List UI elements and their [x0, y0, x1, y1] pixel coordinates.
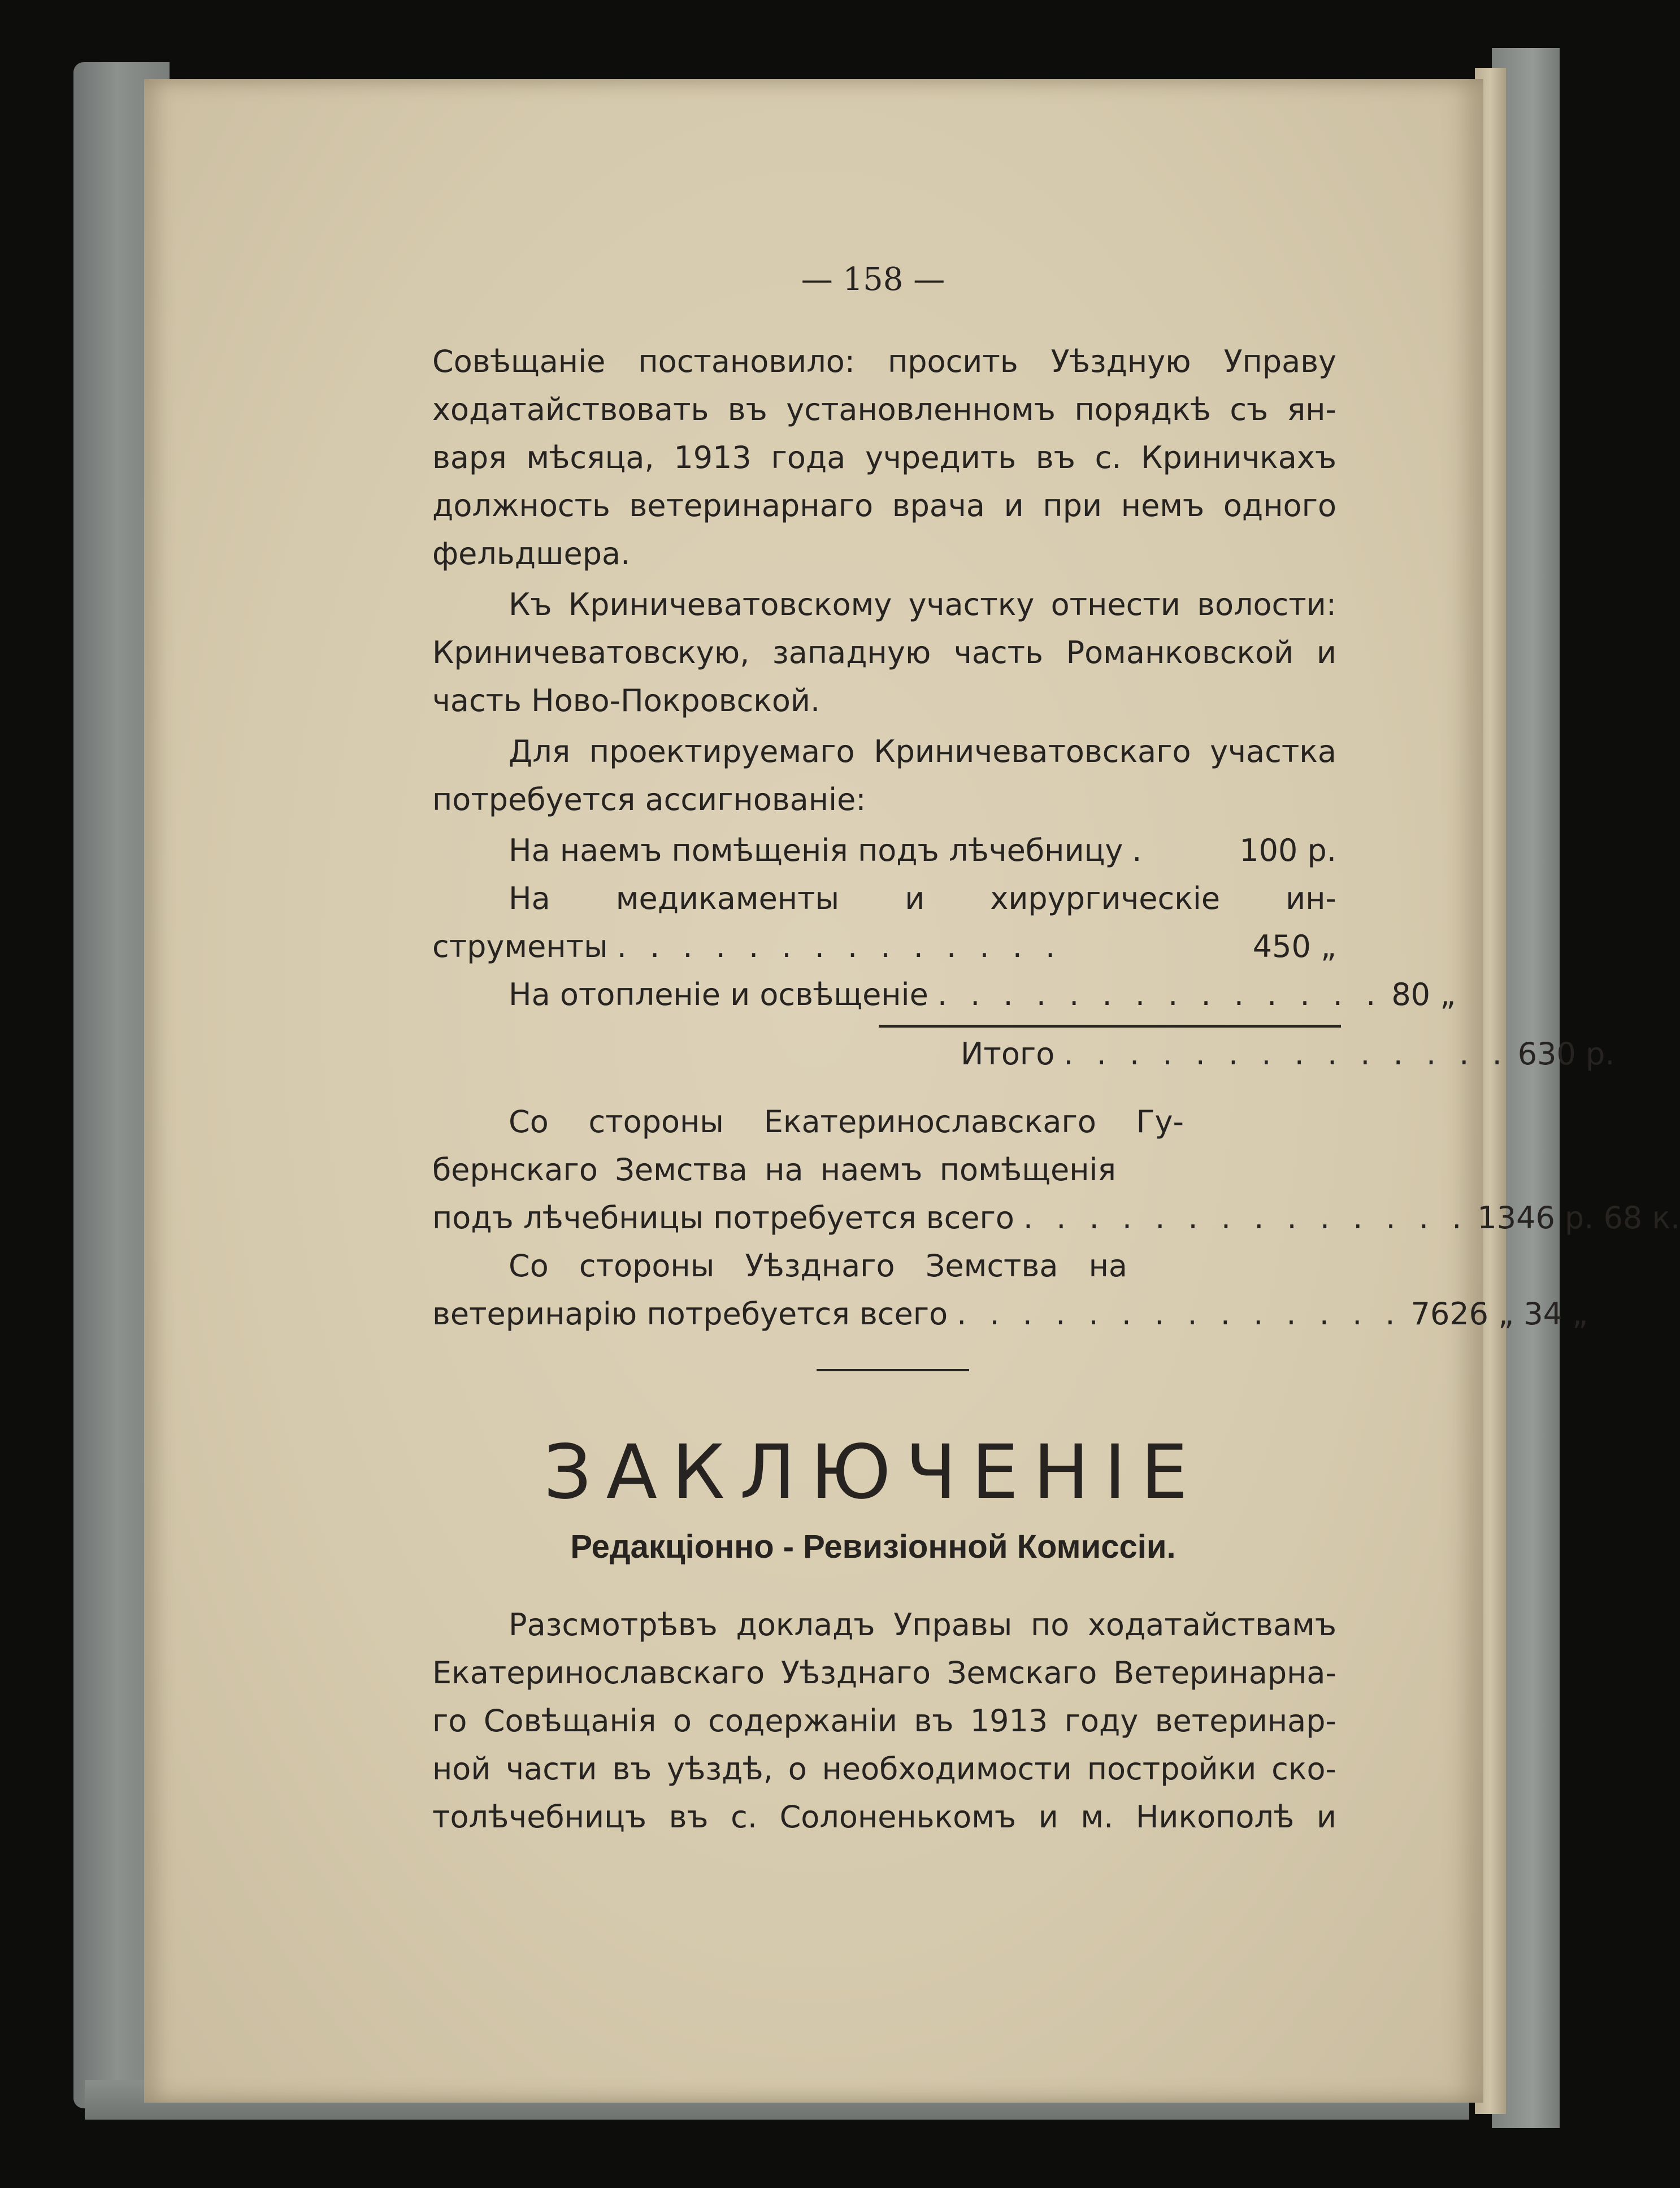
contribution-line: Со стороны Уѣзднаго Земства на — [509, 1248, 1127, 1284]
contribution-label: подъ лѣчебницы потребуется всего — [432, 1200, 1014, 1236]
cost-label: На отопленіе и освѣщеніе — [509, 977, 928, 1012]
section-subheading: Редакціонно - Ревизіонной Комиссіи. — [570, 1528, 1176, 1565]
cost-amount: 100 р. — [1239, 833, 1336, 868]
section-heading: ЗАКЛЮЧЕНІЕ — [544, 1429, 1203, 1516]
cost-amount: 450 „ — [1252, 929, 1336, 964]
cost-row-meds — [432, 927, 1336, 967]
paragraph-line: должность ветеринарнаго врача и при немъ одного — [432, 488, 1336, 523]
contribution-row-uezd — [432, 1294, 1588, 1334]
cost-row-total — [961, 1034, 1615, 1074]
cost-amount: 80 „ — [1391, 977, 1456, 1012]
section-divider — [817, 1369, 969, 1371]
leader-dots: . — [1132, 833, 1149, 868]
contribution-amount: 7626 „ 34 „ — [1410, 1296, 1588, 1332]
cost-row-heating — [509, 975, 1456, 1015]
cost-label: На наемъ помѣщенія подъ лѣчебницу — [509, 833, 1123, 868]
cost-label-meds: На медикаменты и хирургическіе ин- — [509, 881, 1336, 916]
total-label: Итого — [961, 1036, 1055, 1072]
paragraph-line: Разсмотрѣвъ докладъ Управы по ходатайствамъ — [509, 1607, 1336, 1643]
contribution-label: ветеринарію потребуется всего — [432, 1296, 948, 1332]
paragraph-line: фельдшера. — [432, 536, 631, 571]
paragraph-line: Совѣщаніе постановило: просить Уѣздную Управу — [432, 344, 1336, 379]
paragraph-line: Екатеринославскаго Уѣзднаго Земскаго Ветеринарна- — [432, 1655, 1336, 1691]
paragraph-line: Для проектируемаго Криничеватовскаго участка — [509, 734, 1336, 769]
leader-dots: . . . . . . . . . . . . . . — [1063, 1036, 1509, 1072]
paragraph-line: Къ Криничеватовскому участку отнести волости: — [509, 587, 1336, 622]
leader-dots: . . . . . . . . . . . . . . — [957, 1296, 1402, 1332]
contribution-amount: 1346 р. 68 к. — [1477, 1200, 1680, 1236]
leader-dots: . . . . . . . . . . . . . . — [1023, 1200, 1469, 1236]
paragraph-line: го Совѣщанія о содержаніи въ 1913 году ветеринар- — [432, 1703, 1336, 1739]
leader-dots: . . . . . . . . . . . . . . — [937, 977, 1383, 1012]
leader-dots: . . . . . . . . . . . . . . — [617, 929, 1062, 964]
paragraph-line: ной части въ уѣздѣ, о необходимости постройки ско- — [432, 1751, 1336, 1787]
page-number: — 158 — — [801, 261, 945, 298]
paragraph-line: часть Ново-Покровской. — [432, 683, 821, 718]
paragraph-line: толѣчебницъ въ с. Солоненькомъ и м. Никополѣ и — [432, 1799, 1336, 1835]
page-content — [432, 0, 1680, 2188]
contribution-row-gub — [432, 1198, 1680, 1238]
contribution-line: бернскаго Земства на наемъ помѣщенія — [432, 1152, 1116, 1188]
paragraph-line: ходатайствовать въ установленномъ порядкѣ съ ян- — [432, 392, 1336, 427]
cost-label: струменты — [432, 929, 608, 964]
cost-row-rent — [509, 831, 1336, 870]
paragraph-line: Криничеватовскую, западную часть Романковской и — [432, 635, 1336, 670]
total-amount: 630 р. — [1517, 1036, 1615, 1072]
contribution-line: Со стороны Екатеринославскаго Гу- — [509, 1104, 1184, 1140]
paragraph-line: варя мѣсяца, 1913 года учредить въ с. Криничкахъ — [432, 440, 1336, 475]
total-rule — [879, 1025, 1341, 1028]
paragraph-line: потребуется ассигнованіе: — [432, 782, 866, 817]
